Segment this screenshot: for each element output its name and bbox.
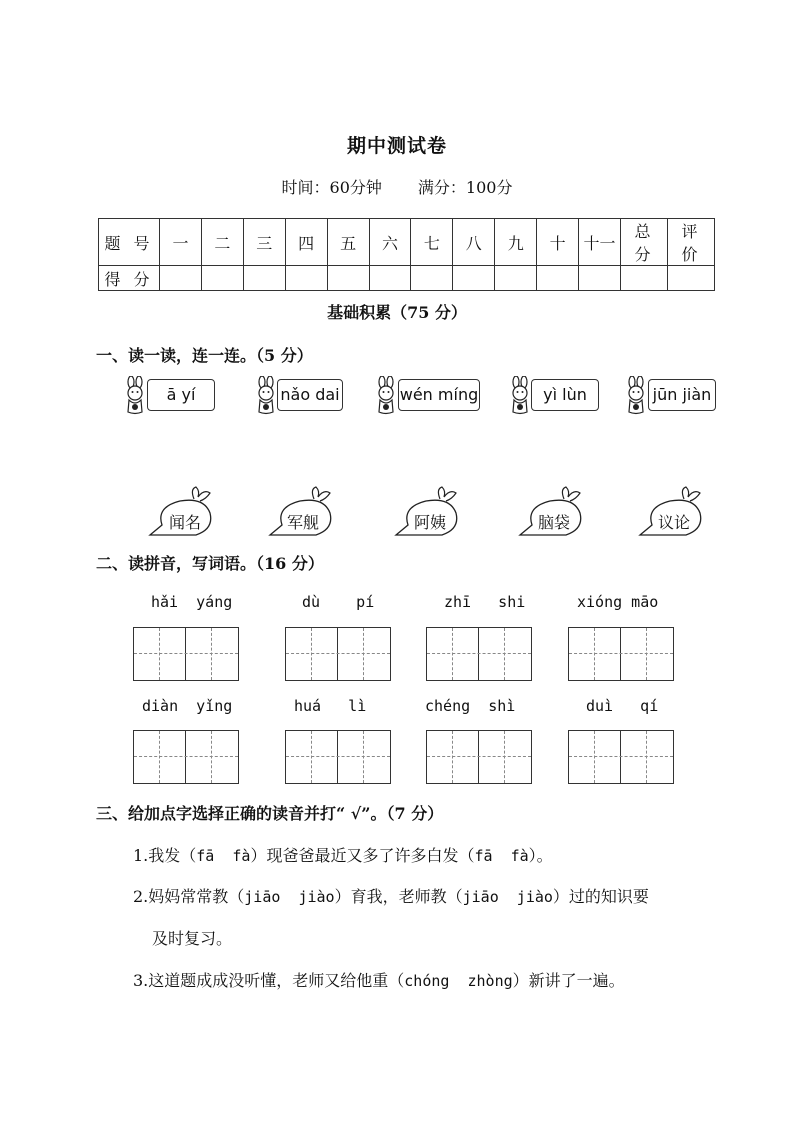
score-cell[interactable] [369,266,411,291]
score-cell[interactable] [411,266,453,291]
page-title: 期中测试卷 [346,135,447,157]
score-table-score-row [99,266,715,291]
score-header-cell: 二 [201,219,243,266]
bunny-icon [621,376,651,416]
pinyin-card: nǎo dai [277,379,343,411]
sentence-text: ）现爸爸最近又多了许多白发（ [250,846,475,865]
pinyin-prompt: dù pí [302,593,375,611]
pinyin-card: ā yí [147,379,215,411]
word-card: 闻名 [168,513,201,532]
pinyin-prompt: hǎi yáng [151,593,233,611]
writing-grid[interactable] [568,627,674,681]
pinyin-card: yì lùn [531,379,599,411]
score-cell[interactable] [453,266,495,291]
bunny-icon [371,376,401,416]
score-header-cell: 八 [453,219,495,266]
score-cell[interactable] [327,266,369,291]
sentence-text: ）。 [528,846,553,865]
writing-grid[interactable] [133,730,239,784]
question-1-title: 一、读一读，连一连。（5 分） [96,346,313,365]
full-score: 满分：100分 [417,178,513,197]
writing-grid[interactable] [426,627,532,681]
reading-options[interactable]: fā fà [196,847,251,865]
score-cell[interactable] [285,266,327,291]
score-header-cell: 题 号 [99,219,160,266]
writing-grid[interactable] [426,730,532,784]
writing-grid[interactable] [285,730,391,784]
writing-grid[interactable] [568,730,674,784]
time-limit: 时间：60分钟 [281,178,382,197]
pinyin-prompt: huá lì [294,697,367,715]
bunny-icon [120,376,150,416]
score-header-cell: 五 [327,219,369,266]
score-header-cell: 四 [285,219,327,266]
score-header-cell: 评 价 [668,219,715,266]
score-cell[interactable] [668,266,715,291]
score-header-cell: 九 [495,219,537,266]
sentence-text: 3.这道题成成没听懂，老师又给他重（ [133,971,405,990]
pinyin-prompt: diàn yǐng [142,697,233,715]
sentence-text: ）育我，老师教（ [334,887,463,906]
pinyin-card: jūn jiàn [648,379,716,411]
score-cell[interactable] [243,266,285,291]
reading-options[interactable]: jiāo jiào [244,888,335,906]
sentence-text: ）过的知识要 [552,887,649,906]
section-heading: 基础积累（75 分） [327,303,467,322]
sentence-1 [133,843,553,866]
sentence-text: 1.我发（ [133,846,197,865]
question-3-title: 三、给加点字选择正确的读音并打“ √”。（7 分） [96,804,444,823]
question-2-title: 二、读拼音，写词语。（16 分） [96,554,324,573]
reading-options[interactable]: chóng zhòng [404,972,513,990]
score-header-cell: 十一 [579,219,621,266]
reading-options[interactable]: jiāo jiào [462,888,553,906]
score-header-cell: 七 [411,219,453,266]
sentence-text: 2.妈妈常常教（ [133,887,245,906]
sentence-text: ）新讲了一遍。 [512,971,625,990]
reading-options[interactable]: fā fà [474,847,529,865]
word-card: 脑袋 [537,513,570,532]
score-cell[interactable] [537,266,579,291]
pinyin-prompt: xióng māo [577,593,659,611]
writing-grid[interactable] [133,627,239,681]
score-row-label: 得 分 [99,266,160,291]
score-header-cell: 十 [537,219,579,266]
score-header-cell: 六 [369,219,411,266]
pinyin-card: wén míng [398,379,480,411]
score-table-header-row [99,219,715,266]
score-cell[interactable] [621,266,668,291]
sentence-2-continued: 及时复习。 [152,929,233,948]
score-cell[interactable] [495,266,537,291]
sentence-3 [133,968,625,991]
score-cell[interactable] [579,266,621,291]
score-cell[interactable] [160,266,202,291]
score-cell[interactable] [201,266,243,291]
pinyin-prompt: zhī shi [444,593,526,611]
sentence-2 [133,884,649,907]
exam-info [0,175,794,198]
score-table [98,218,715,291]
word-card: 阿姨 [413,513,446,532]
pinyin-prompt: duì qí [586,697,659,715]
score-header-cell: 总 分 [621,219,668,266]
word-card: 议论 [657,513,690,532]
pinyin-prompt: chéng shì [425,697,516,715]
writing-grid[interactable] [285,627,391,681]
word-card: 军舰 [286,513,319,532]
score-header-cell: 三 [243,219,285,266]
score-header-cell: 一 [160,219,202,266]
